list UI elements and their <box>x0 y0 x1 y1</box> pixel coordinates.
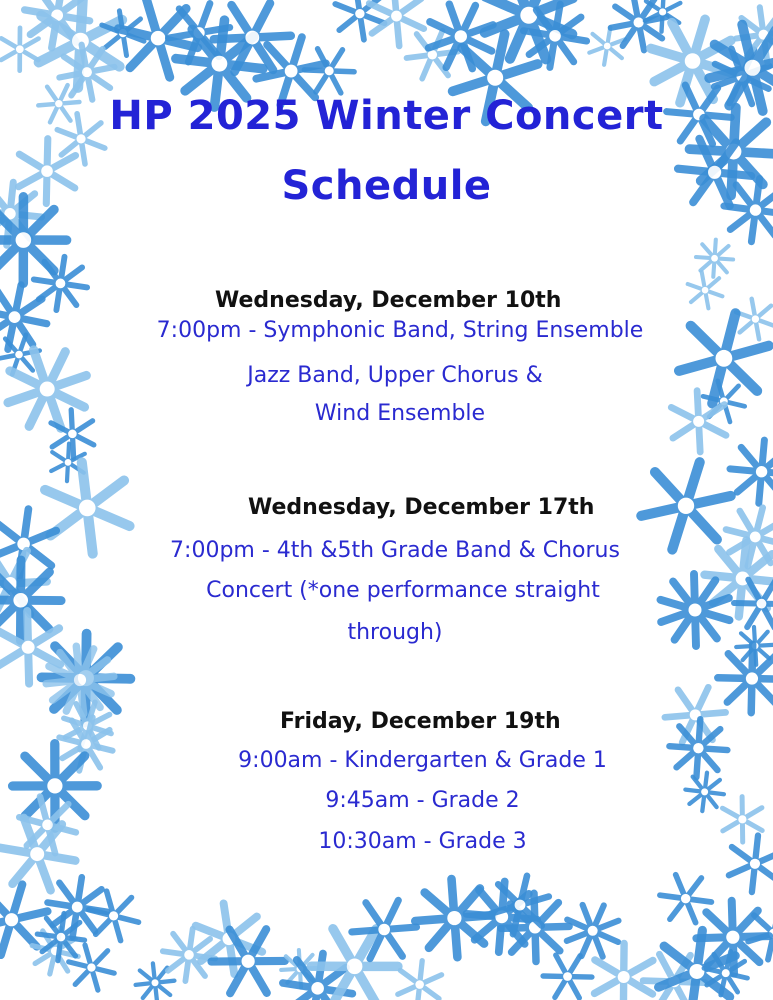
event-2-line-3: through) <box>347 620 443 645</box>
event-1-line-2: Jazz Band, Upper Chorus & <box>247 363 543 388</box>
event-1-line-1: 7:00pm - Symphonic Band, String Ensemble <box>156 318 644 343</box>
event-2-line-1: 7:00pm - 4th &5th Grade Band & Chorus <box>170 538 620 563</box>
flyer-title-line1: HP 2025 Winter Concert <box>109 93 664 139</box>
event-1-day: Wednesday, December 10th <box>215 288 562 313</box>
event-2-day: Wednesday, December 17th <box>248 495 595 520</box>
event-3-day: Friday, December 19th <box>280 709 561 734</box>
event-3-line-1: 9:00am - Kindergarten & Grade 1 <box>238 748 607 773</box>
flyer-title-line2: Schedule <box>281 163 492 209</box>
event-1-line-3: Wind Ensemble <box>314 401 486 426</box>
event-3-line-2: 9:45am - Grade 2 <box>325 788 520 813</box>
event-2-line-2: Concert (*one performance straight <box>206 578 600 603</box>
event-3-line-3: 10:30am - Grade 3 <box>318 829 527 854</box>
